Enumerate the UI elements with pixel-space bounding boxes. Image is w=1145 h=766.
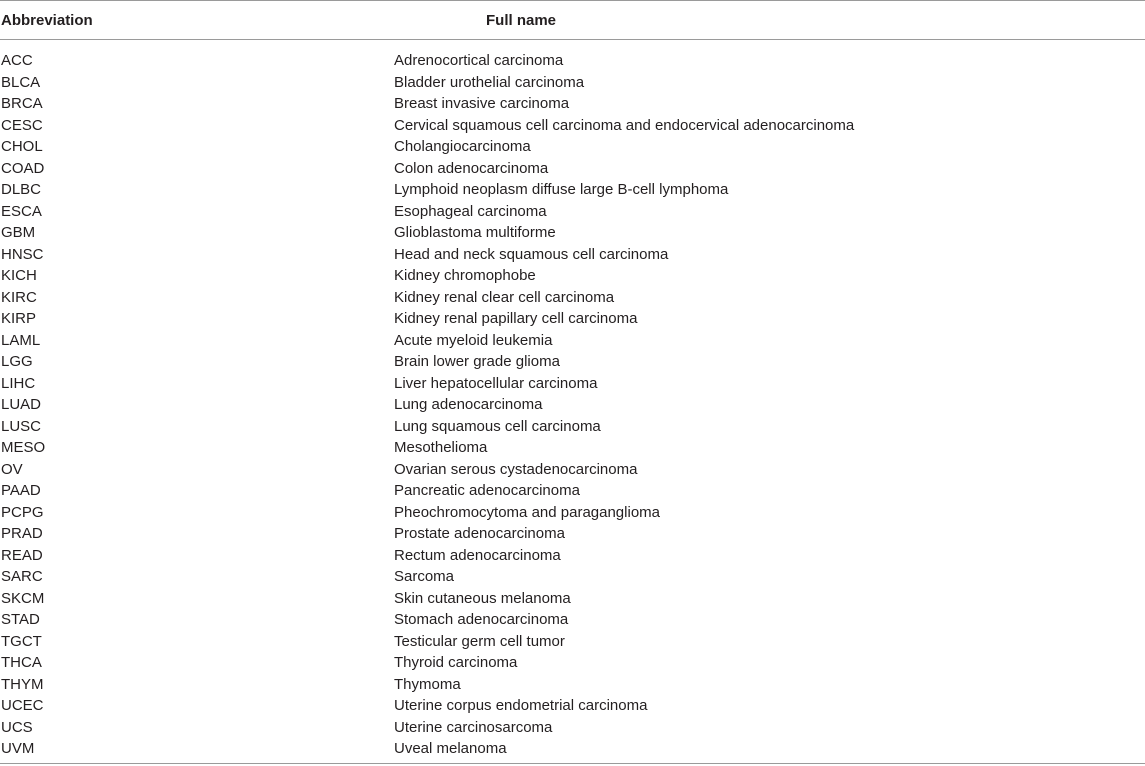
full-name-cell: Cervical squamous cell carcinoma and endocervical adenocarcinoma — [394, 116, 855, 134]
abbreviation-cell: THCA — [1, 654, 42, 671]
full-name-cell: Kidney chromophobe — [394, 267, 536, 284]
abbreviation-cell: GBM — [1, 224, 36, 241]
full-name-cell: Lymphoid neoplasm diffuse large B-cell lymphoma — [394, 181, 729, 198]
table-row — [0, 201, 1145, 223]
table-row — [0, 437, 1145, 459]
abbreviation-cell: PCPG — [1, 503, 44, 521]
table-row — [0, 72, 1145, 94]
table-row — [0, 179, 1145, 201]
abbreviation-cell: TGCT — [1, 632, 42, 650]
abbreviation-cell: PRAD — [1, 525, 43, 542]
table-row — [0, 287, 1145, 309]
full-name-cell: Rectum adenocarcinoma — [394, 546, 561, 564]
full-name-cell: Glioblastoma multiforme — [394, 224, 556, 241]
full-name-cell: Thymoma — [394, 675, 461, 693]
full-name-cell: Kidney renal papillary cell carcinoma — [394, 310, 638, 327]
full-name-cell: Ovarian serous cystadenocarcinoma — [394, 460, 638, 478]
table-row — [0, 244, 1145, 266]
abbreviation-cell: COAD — [1, 159, 45, 177]
full-name-cell: Liver hepatocellular carcinoma — [394, 374, 598, 392]
abbreviation-cell: READ — [1, 546, 43, 564]
abbreviation-cell: UCS — [1, 718, 33, 736]
full-name-cell: Lung squamous cell carcinoma — [394, 417, 601, 435]
abbreviation-cell: UVM — [1, 740, 35, 757]
full-name-cell: Bladder urothelial carcinoma — [394, 73, 585, 91]
abbreviation-cell: OV — [1, 460, 23, 478]
full-name-cell: Uterine carcinosarcoma — [394, 718, 553, 736]
abbreviation-cell: CESC — [1, 116, 43, 134]
table-row — [0, 158, 1145, 180]
header-abbreviation: Abbreviation — [0, 1, 394, 40]
full-name-cell: Brain lower grade glioma — [394, 353, 560, 370]
abbreviation-cell: BRCA — [1, 95, 43, 112]
table-row — [0, 351, 1145, 373]
table-row — [0, 330, 1145, 352]
table-row — [0, 115, 1145, 137]
full-name-cell: Lung adenocarcinoma — [394, 396, 543, 413]
full-name-cell: Mesothelioma — [394, 439, 488, 456]
full-name-cell: Kidney renal clear cell carcinoma — [394, 288, 615, 306]
abbreviation-cell: BLCA — [1, 73, 41, 91]
abbreviation-cell: ESCA — [1, 202, 42, 220]
abbreviation-cell: KICH — [1, 267, 37, 284]
table-row — [0, 652, 1145, 674]
full-name-cell: Thyroid carcinoma — [394, 654, 518, 671]
abbreviation-cell: LUAD — [1, 396, 42, 413]
abbreviation-cell: KIRC — [1, 288, 37, 306]
full-name-cell: Prostate adenocarcinoma — [394, 525, 565, 542]
abbreviation-cell: MESO — [1, 439, 46, 456]
full-name-cell: Uterine corpus endometrial carcinoma — [394, 697, 648, 714]
abbreviation-cell: CHOL — [1, 138, 43, 155]
abbreviation-cell: THYM — [1, 675, 44, 693]
full-name-cell: Uveal melanoma — [394, 740, 507, 757]
abbreviation-cell: LUSC — [1, 417, 42, 435]
table-row — [0, 136, 1145, 158]
table-row — [0, 717, 1145, 739]
table-row — [0, 93, 1145, 115]
full-name-cell: Adrenocortical carcinoma — [394, 52, 564, 69]
table-row — [0, 631, 1145, 653]
abbreviation-cell: UCEC — [1, 697, 44, 714]
full-name-cell: Head and neck squamous cell carcinoma — [394, 245, 669, 263]
table-row — [0, 609, 1145, 631]
full-name-cell: Skin cutaneous melanoma — [394, 589, 571, 607]
table-body — [0, 40, 1145, 760]
table-row — [0, 222, 1145, 244]
table-row — [0, 480, 1145, 502]
header-full-name: Full name — [394, 1, 1145, 40]
full-name-cell: Breast invasive carcinoma — [394, 95, 570, 112]
table-row — [0, 394, 1145, 416]
table-row — [0, 416, 1145, 438]
table-row — [0, 40, 1145, 72]
table-row — [0, 459, 1145, 481]
abbreviation-cell: LIHC — [1, 374, 36, 392]
full-name-cell: Pancreatic adenocarcinoma — [394, 482, 580, 499]
bottom-rule — [0, 763, 1145, 764]
table-row — [0, 523, 1145, 545]
abbreviation-cell: LGG — [1, 353, 33, 370]
table-row — [0, 695, 1145, 717]
abbreviation-cell: SARC — [1, 568, 43, 585]
table-row — [0, 308, 1145, 330]
table-header — [0, 1, 1145, 40]
table-row — [0, 502, 1145, 524]
table-row — [0, 545, 1145, 567]
table-row — [0, 738, 1145, 760]
abbreviation-cell: PAAD — [1, 482, 41, 499]
full-name-cell: Testicular germ cell tumor — [394, 632, 565, 650]
full-name-cell: Pheochromocytoma and paraganglioma — [394, 503, 660, 521]
abbreviation-cell: HNSC — [1, 245, 44, 263]
full-name-cell: Cholangiocarcinoma — [394, 138, 531, 155]
full-name-cell: Esophageal carcinoma — [394, 202, 547, 220]
abbreviation-cell: SKCM — [1, 589, 45, 607]
abbreviation-cell: LAML — [1, 331, 41, 349]
table-row — [0, 566, 1145, 588]
abbreviation-cell: ACC — [1, 52, 33, 69]
abbreviation-cell: STAD — [1, 611, 40, 628]
abbreviation-cell: DLBC — [1, 181, 42, 198]
header-row — [0, 1, 1145, 40]
table-row — [0, 265, 1145, 287]
table-row — [0, 588, 1145, 610]
table-row — [0, 674, 1145, 696]
full-name-cell: Stomach adenocarcinoma — [394, 611, 569, 628]
table-row — [0, 373, 1145, 395]
full-name-cell: Sarcoma — [394, 568, 455, 585]
full-name-cell: Colon adenocarcinoma — [394, 159, 549, 177]
full-name-cell: Acute myeloid leukemia — [394, 331, 553, 349]
abbreviation-cell: KIRP — [1, 310, 37, 327]
